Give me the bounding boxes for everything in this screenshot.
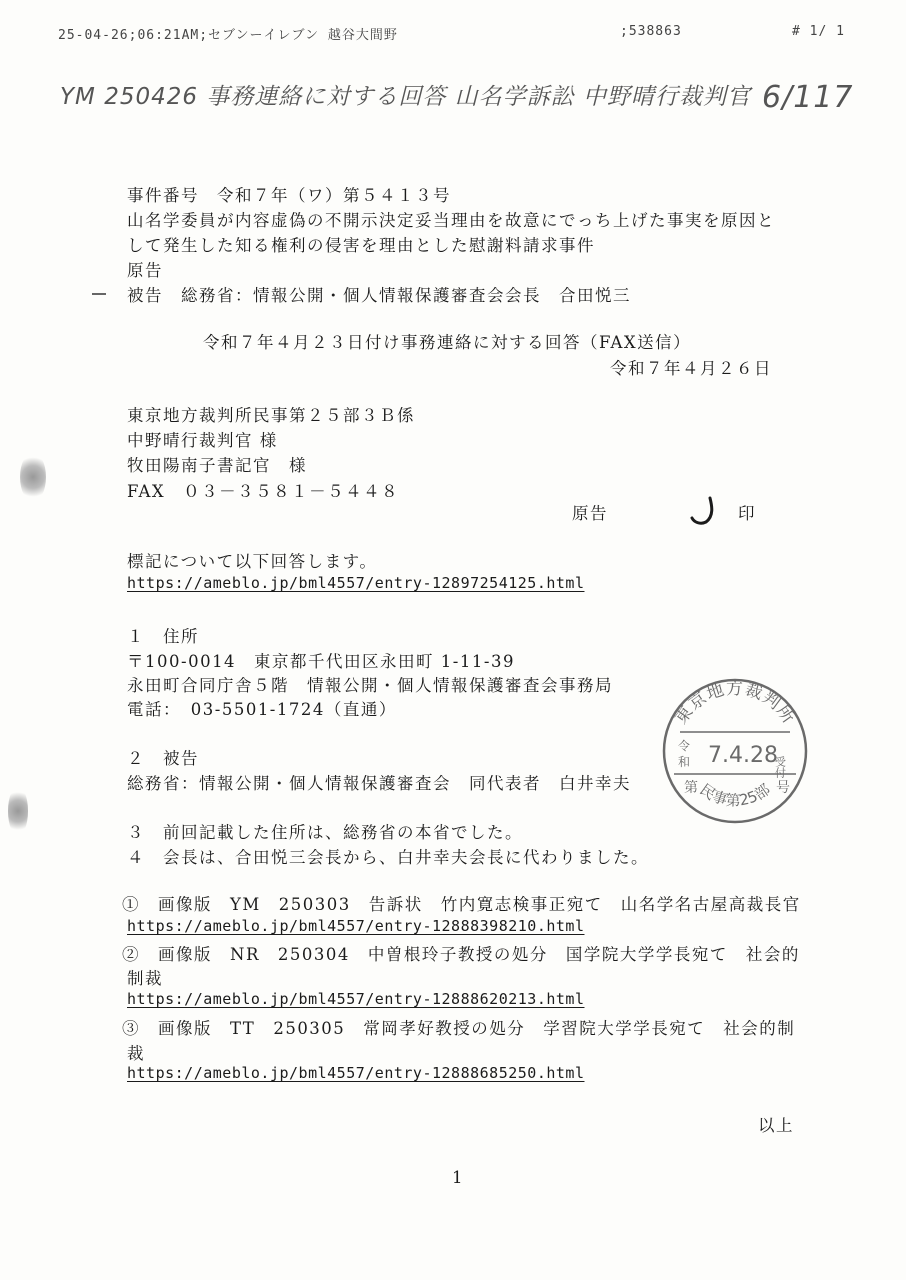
- defendant-line: 被告 総務省：情報公開・個人情報保護審査会会長 合田悦三: [127, 286, 631, 305]
- stamp-date: 7.4.28: [708, 743, 778, 768]
- intro-url-link[interactable]: https://ameblo.jp/bml4557/entry-12897254125.html: [127, 574, 585, 592]
- ref-1-url-link[interactable]: https://ameblo.jp/bml4557/entry-12888398210.html: [127, 917, 585, 935]
- document-title: 令和７年４月２３日付け事務連絡に対する回答（FAX送信）: [203, 333, 692, 352]
- stamp-dai: 第: [684, 780, 698, 796]
- scan-mark: [92, 293, 106, 295]
- svg-text:東京地方裁判所: [671, 679, 799, 728]
- handwritten-page-ref: 6/117: [762, 80, 854, 115]
- fax-header-left: 25-04-26;06:21AM;セブンーイレブン 越谷大間野: [58, 28, 398, 43]
- intro-text: 標記について以下回答します。: [127, 552, 378, 571]
- ref-2-cont: 制裁: [127, 969, 163, 988]
- case-number: 事件番号 令和７年（ワ）第５４１３号: [127, 186, 451, 205]
- signature-label: 原告: [572, 504, 608, 523]
- section1-postal: 〒100-0014 東京都千代田区永田町 1-11-39: [127, 652, 515, 671]
- stamp-rei: 令: [678, 739, 691, 753]
- svg-text:民事第25部: [696, 780, 773, 810]
- section1-heading: １ 住所: [127, 627, 199, 646]
- stamp-go: 号: [776, 780, 790, 796]
- stamp-uketsuke: 受付: [773, 756, 787, 778]
- recipient-fax: FAX ０３－３５８１－５４４８: [127, 482, 400, 501]
- court-reception-stamp: [660, 676, 810, 826]
- scan-smudge: [8, 786, 28, 836]
- item-3: ３ 前回記載した住所は、総務省の本省でした。: [127, 823, 523, 842]
- section2-defendant: 総務省：情報公開・個人情報保護審査会 同代表者 白井幸夫: [127, 774, 631, 793]
- stamp-bottom-text: 民事第25部: [696, 780, 774, 810]
- document-date: 令和７年４月２６日: [610, 359, 772, 378]
- ref-3-line: ③ 画像版 TT 250305 常岡孝好教授の処分 学習院大学学長宛て 社会的制: [122, 1019, 796, 1038]
- ref-1-line: ① 画像版 YM 250303 告訴状 竹内寛志検事正宛て 山名学名古屋高裁長官: [122, 895, 801, 914]
- plaintiff-label: 原告: [127, 261, 163, 280]
- case-title-line2: して発生した知る権利の侵害を理由とした慰謝料請求事件: [127, 236, 595, 255]
- ref-2-url-link[interactable]: https://ameblo.jp/bml4557/entry-12888620213.html: [127, 990, 585, 1008]
- section2-heading: ２ 被告: [127, 749, 199, 768]
- case-title-line1: 山名学委員が内容虚偽の不開示決定妥当理由を故意にでっち上げた事実を原因と: [127, 211, 775, 230]
- fax-header-mid: ;538863: [620, 24, 682, 39]
- page-number: 1: [452, 1168, 464, 1187]
- ref-3-url-link[interactable]: https://ameblo.jp/bml4557/entry-12888685250.html: [127, 1064, 585, 1082]
- seal-label: 印: [738, 504, 756, 523]
- item-4: ４ 会長は、合田悦三会長から、白井幸夫会長に代わりました。: [127, 848, 649, 867]
- section1-office: 永田町合同庁舎５階 情報公開・個人情報保護審査会事務局: [127, 676, 613, 695]
- recipient-clerk: 牧田陽南子書記官 様: [127, 456, 307, 475]
- scan-smudge: [20, 452, 46, 502]
- fax-header-right: # 1/ 1: [792, 24, 845, 39]
- ref-2-line: ② 画像版 NR 250304 中曽根玲子教授の処分 国学院大学学長宛て 社会的: [122, 945, 800, 964]
- section1-phone: 電話： 03-5501-1724（直通）: [127, 700, 397, 719]
- recipient-court: 東京地方裁判所民事第２５部３Ｂ係: [127, 406, 415, 425]
- stamp-top-text: 東京地方裁判所: [671, 679, 799, 729]
- recipient-judge: 中野晴行裁判官 様: [127, 431, 278, 450]
- stamp-wa: 和: [678, 755, 691, 769]
- signature-mark-icon: [688, 494, 728, 530]
- handwritten-note: YM 250426 事務連絡に対する回答 山名学訴訟 中野晴行裁判官: [60, 84, 751, 110]
- closing-text: 以上: [758, 1116, 794, 1135]
- ref-3-cont: 裁: [127, 1044, 145, 1063]
